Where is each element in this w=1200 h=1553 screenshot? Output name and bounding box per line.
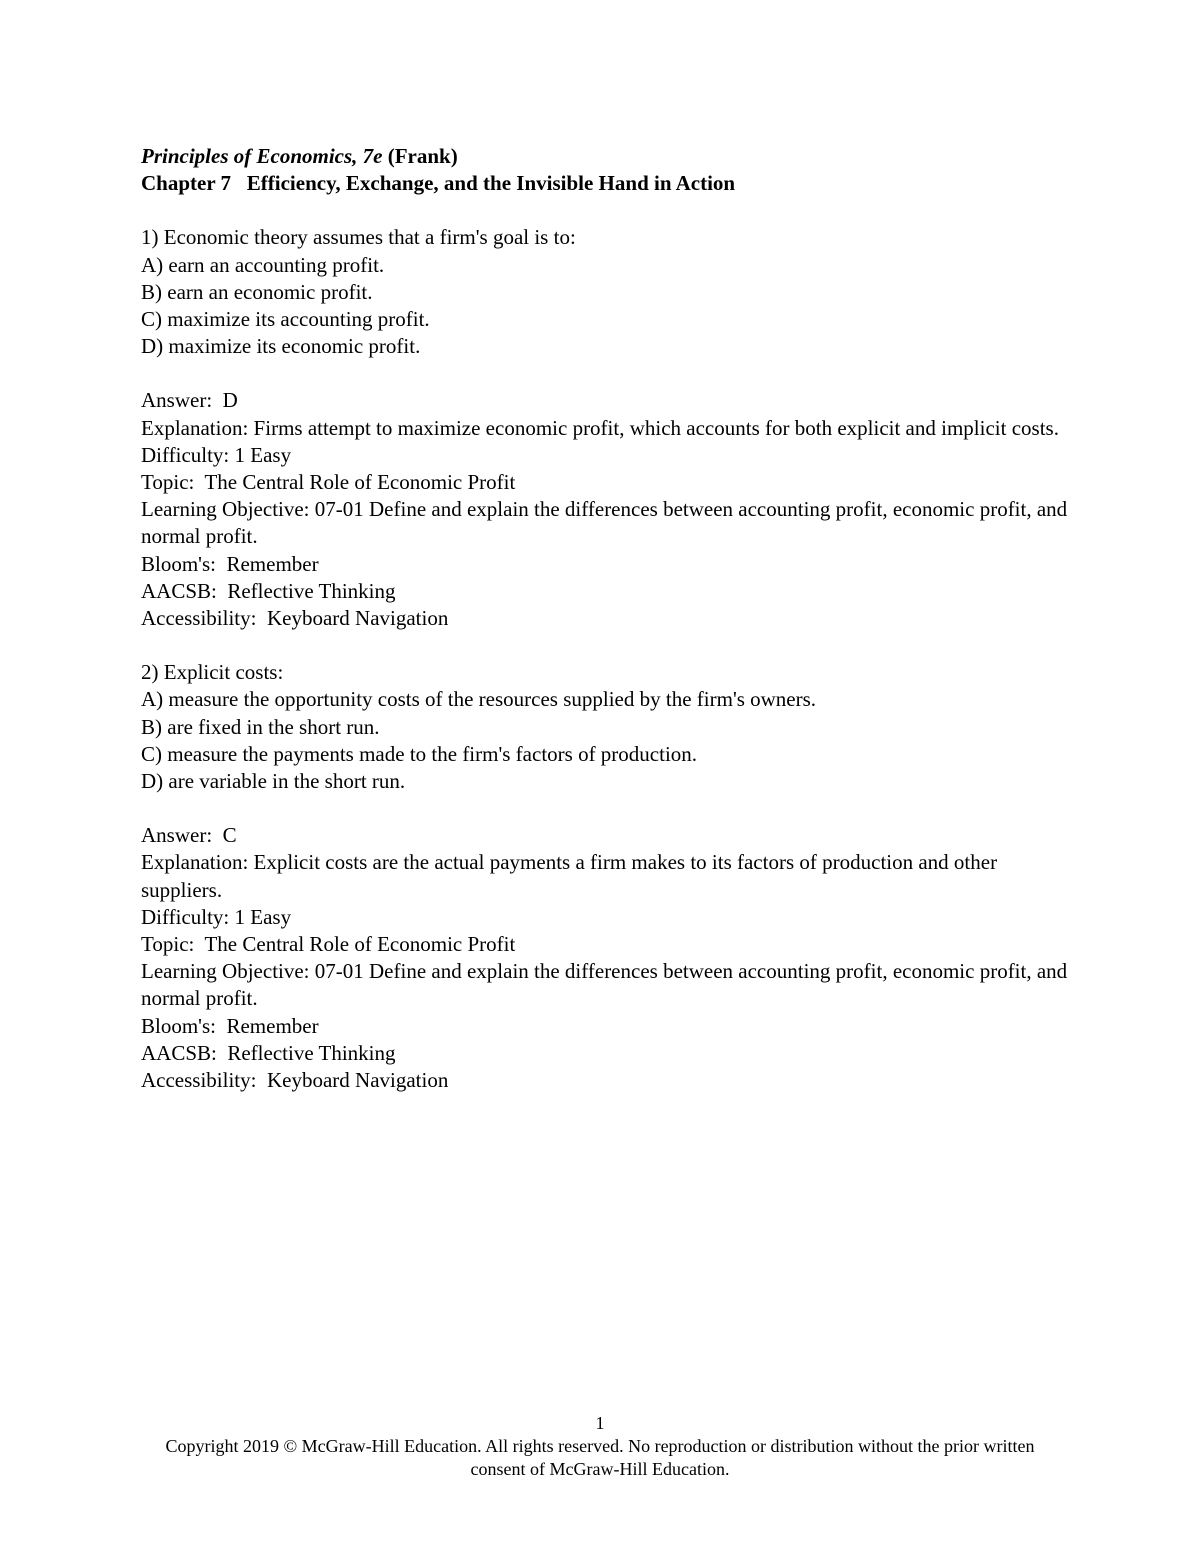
chapter-title: Chapter 7 Efficiency, Exchange, and the Invisible Hand in Action (141, 171, 736, 196)
accessibility: Accessibility: Keyboard Navigation (141, 606, 449, 631)
book-title: Principles of Economics, 7e (141, 144, 383, 168)
book-title-line (141, 143, 1071, 170)
question-stem: 2) Explicit costs: (141, 660, 284, 685)
option-d: D) are variable in the short run. (141, 769, 406, 794)
page-footer (0, 1412, 1200, 1481)
page-number: 1 (595, 1413, 605, 1433)
option-c: C) maximize its accounting profit. (141, 307, 430, 332)
difficulty: Difficulty: 1 Easy (141, 904, 292, 929)
option-a: A) measure the opportunity costs of the resources supplied by the firm's owners. (141, 687, 817, 712)
learning-objective: Learning Objective: 07-01 Define and explain the differences between accounting profit, economic profit, and normal profit. (141, 497, 1068, 549)
option-a: A) earn an accounting profit. (141, 252, 385, 277)
aacsb: AACSB: Reflective Thinking (141, 1040, 396, 1065)
blooms: Bloom's: Remember (141, 551, 319, 576)
option-c: C) measure the payments made to the firm's factors of production. (141, 741, 698, 766)
learning-objective: Learning Objective: 07-01 Define and explain the differences between accounting profit, economic profit, and normal profit. (141, 959, 1068, 1011)
option-b: B) earn an economic profit. (141, 279, 373, 304)
topic: Topic: The Central Role of Economic Profit (141, 470, 516, 495)
explanation: Explanation: Firms attempt to maximize economic profit, which accounts for both explicit and implicit costs. (141, 415, 1059, 440)
question-stem: 1) Economic theory assumes that a firm's goal is to: (141, 225, 576, 250)
answer: Answer: D (141, 388, 238, 413)
difficulty: Difficulty: 1 Easy (141, 442, 292, 467)
aacsb: AACSB: Reflective Thinking (141, 578, 396, 603)
book-author: (Frank) (382, 144, 458, 168)
option-b: B) are fixed in the short run. (141, 714, 380, 739)
explanation: Explanation: Explicit costs are the actual payments a firm makes to its factors of production and other suppliers. (141, 850, 998, 902)
page-content (141, 143, 1071, 1094)
blooms: Bloom's: Remember (141, 1013, 319, 1038)
accessibility: Accessibility: Keyboard Navigation (141, 1068, 449, 1093)
question-1 (141, 224, 1071, 632)
question-2 (141, 659, 1071, 1094)
copyright-notice: Copyright 2019 © McGraw-Hill Education. All rights reserved. No reproduction or distribution without the prior written consent of McGraw-Hill Education. (165, 1436, 1035, 1479)
topic: Topic: The Central Role of Economic Profit (141, 932, 516, 957)
answer: Answer: C (141, 823, 237, 848)
option-d: D) maximize its economic profit. (141, 334, 421, 359)
